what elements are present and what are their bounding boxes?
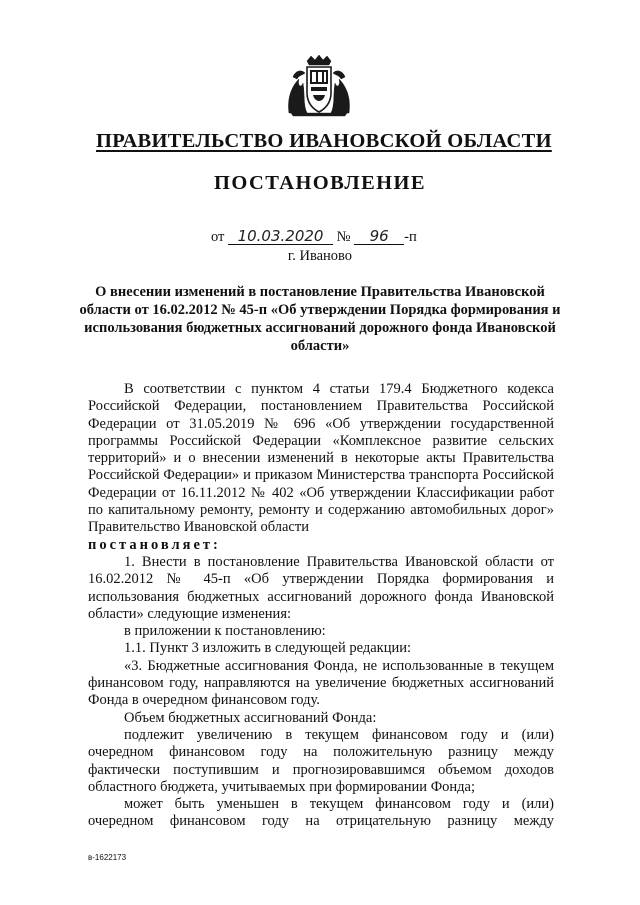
paragraph-3: 1.1. Пункт 3 изложить в следующей редакции: (124, 640, 412, 657)
date-value: 10.03.2020 (228, 228, 333, 245)
paragraph-2: в приложении к постановлению: (124, 623, 326, 640)
date-prefix: от (211, 229, 225, 245)
footer-code: в-1622173 (88, 853, 127, 862)
paragraph-7: может быть уменьшен в текущем финансовом году и (или) очередном финансовом году на отрицательную разницу между (88, 796, 554, 830)
resolves-paragraph (88, 537, 554, 554)
city-name: г. Иваново (287, 248, 353, 264)
preamble-paragraph (88, 381, 554, 537)
preamble-text: В соответствии с пунктом 4 статьи 179.4 Бюджетного кодекса Российской Федерации, постановлением Правительства Российской Федерации от 31.05.2019 № 696 «Об утверждении государственной программы Российской Федерации «Комплексное развитие сельских территорий» и о внесении изменений в некоторые акты Правительства Российской Федерации» и приказом Министерства транспорта Российской Федерации от 16.11.2012 № 402 «Об утверждении Классификации работ по капитальному ремонту, ремонту и содержанию автомобильных дорог» Правительство Ивановской области (88, 381, 554, 536)
paragraph-5: Объем бюджетных ассигнований Фонда: (124, 709, 377, 726)
number-suffix: -п (404, 229, 417, 245)
date-number-line (211, 228, 417, 246)
number-value: 96 (354, 228, 404, 245)
coat-of-arms-emblem (285, 55, 353, 117)
paragraph-6: подлежит увеличению в текущем финансовом году и (или) очередном финансовом году на положительную разницу между фактически поступившим и прогнозировавшимся объемом доходов областного бюджета, учитываемых при формировании Фонда; (88, 726, 554, 795)
paragraph-1: 1. Внести в постановление Правительства Ивановской области от 16.02.2012 № 45-п «Об утверждении Порядка формирования и использования бюджетных ассигнований дорожного фонда Ивановской области» следующие изменения: (88, 553, 554, 622)
document-body (88, 381, 554, 831)
document-type-title: ПОСТАНОВЛЕНИЕ (214, 172, 426, 194)
government-title: ПРАВИТЕЛЬСТВО ИВАНОВСКОЙ ОБЛАСТИ (96, 130, 552, 152)
paragraph-4: «3. Бюджетные ассигнования Фонда, не использованные в текущем финансовом году, направляются на увеличение бюджетных ассигнований Фонда в очередном финансовом году. (88, 657, 554, 709)
resolves-text: постановляет: (88, 536, 221, 553)
number-label: № (336, 229, 351, 245)
document-heading: О внесении изменений в постановление Правительства Ивановской области от 16.02.2012 № 45-п «Об утверждении Порядка формирования и использования бюджетных ассигнований дорожного фонда Ивановской области» (79, 284, 561, 354)
